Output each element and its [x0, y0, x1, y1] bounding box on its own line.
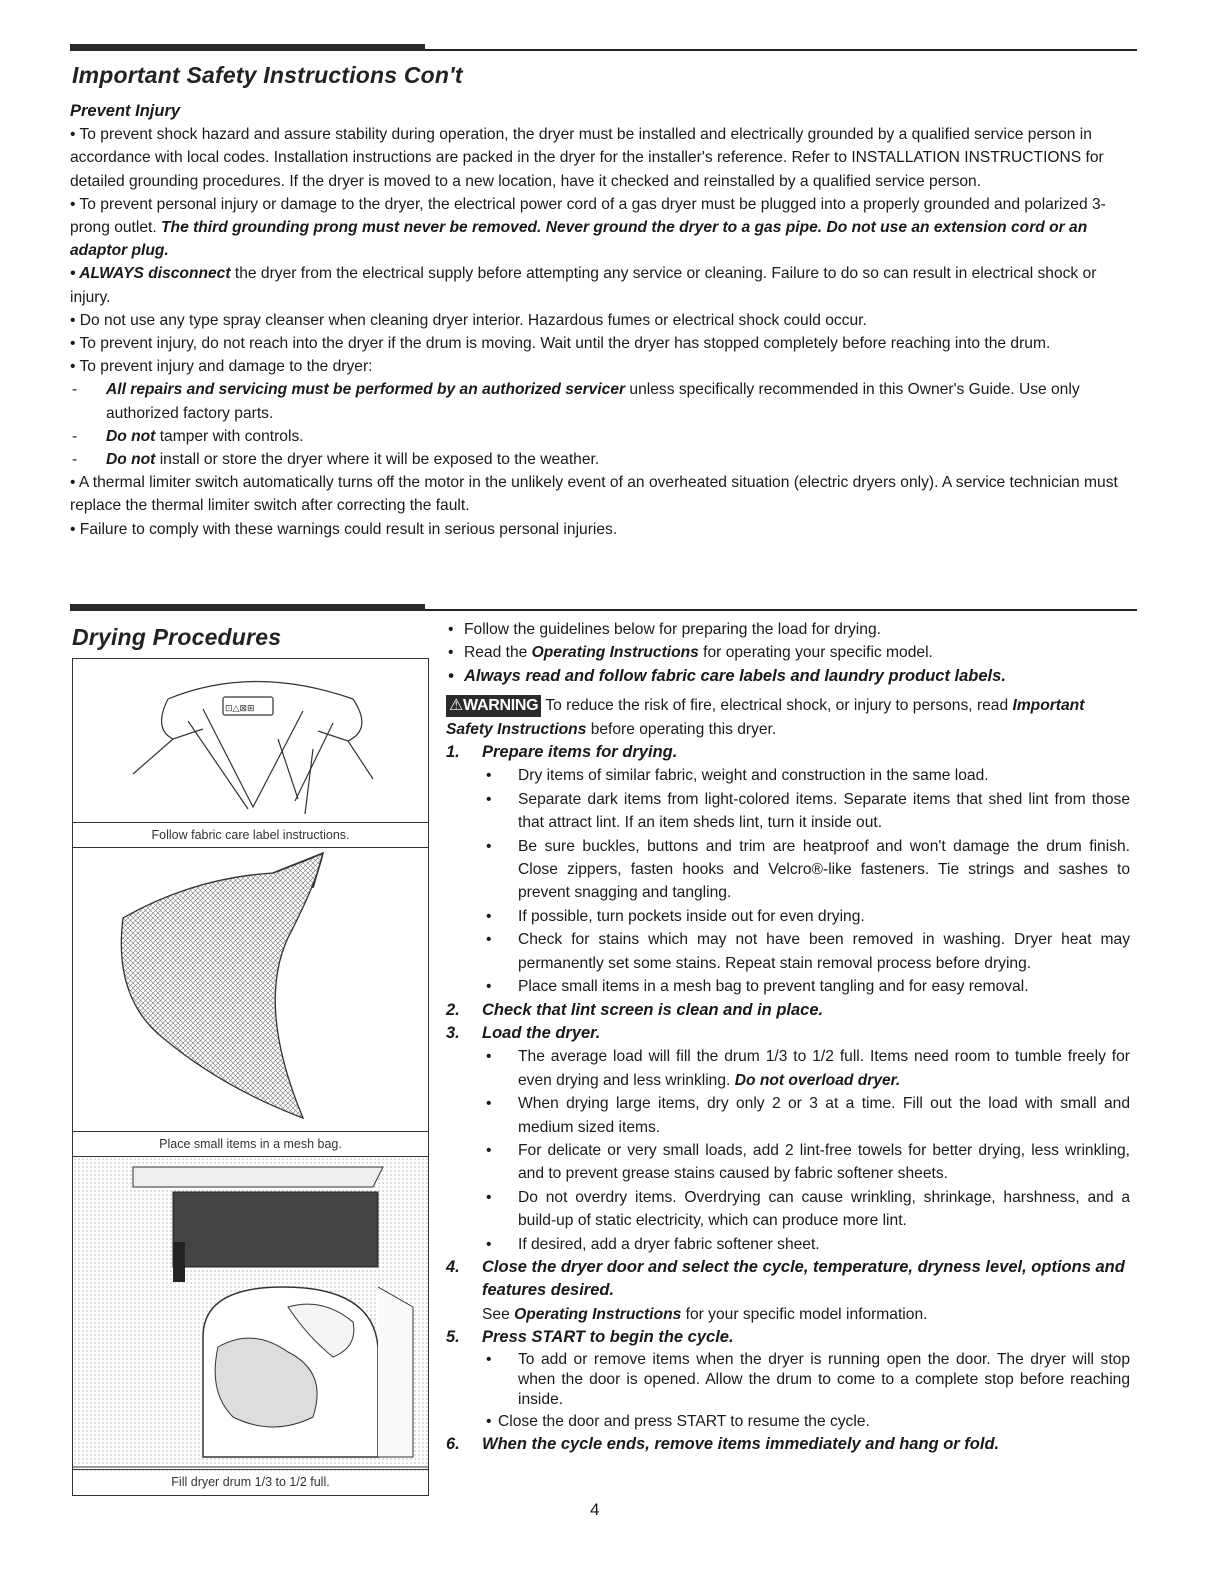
caption-mesh-bag: Place small items in a mesh bag. — [73, 1131, 428, 1157]
shirt-collar-illustration — [73, 659, 428, 822]
paragraph-spray-cleanser: • Do not use any type spray cleanser when cleaning dryer interior. Hazardous fumes or electrical shock could occur. — [70, 311, 867, 329]
dash-item-controls: - Do not tamper with controls. — [70, 425, 1138, 448]
svg-text:⊡△⊠⊞: ⊡△⊠⊞ — [225, 704, 255, 714]
bullet-fabric-labels: • Always read and follow fabric care labels and laundry product labels. — [446, 665, 1130, 688]
step-4-heading: 4. Close the dryer door and select the cycle, temperature, dryness level, options and features desired. — [446, 1257, 1125, 1300]
step-5-heading: 5. Press START to begin the cycle. — [446, 1328, 734, 1347]
warning-paragraph: ⚠WARNING To reduce the risk of fire, electrical shock, or injury to persons, read Important Safety Instructions before operating this dryer. — [446, 697, 1085, 738]
dryer-drum-illustration — [73, 1157, 428, 1471]
step-1-item: • Be sure buckles, buttons and trim are heatproof and won't damage the drum finish. Close zippers, fasten hooks and Velcro®-like fasteners. Tie strings and sashes to prevent snagging and tangling. — [446, 835, 1130, 905]
step-5-item: • Close the door and press START to resume the cycle. — [446, 1410, 1130, 1433]
paragraph-power-cord: • To prevent personal injury or damage to the dryer, the electrical power cord of a gas dryer must be plugged into a properly grounded and polarized 3-prong outlet. The third grounding prong must never be removed. Never ground the dryer to a gas pipe. Do not use an extension cord or an adaptor plug. — [70, 195, 1106, 260]
paragraph-drum-moving: • To prevent injury, do not reach into the dryer if the drum is moving. Wait until the dryer has stopped completely before reaching into the drum. — [70, 335, 1051, 353]
paragraph-injury-damage: • To prevent injury and damage to the dryer: — [70, 358, 373, 376]
section-title-drying: Drying Procedures — [72, 624, 282, 650]
step-3-heading: 3. Load the dryer. — [446, 1023, 601, 1042]
step-1-item: • Separate dark items from light-colored items. Separate items that shed lint from those that attract lint. If an item sheds lint, turn it inside out. — [446, 788, 1130, 835]
step-2-heading: 2. Check that lint screen is clean and in place. — [446, 1000, 824, 1019]
section-rule-drying — [70, 609, 1137, 611]
step-4-note: See Operating Instructions for your specific model information. — [482, 1305, 928, 1323]
step-3-item: • For delicate or very small loads, add 2 lint-free towels for better drying, less wrinkling, and to prevent grease stains caused by fabric softener sheets. — [446, 1139, 1130, 1186]
paragraph-grounding: • To prevent shock hazard and assure stability during operation, the dryer must be installed and electrically grounded by a qualified service person in accordance with local codes. Installation instructions are packed in the dryer for the installer's reference. Refer to INSTALLATION INSTRUCTIONS for detailed grounding procedures. If the dryer is moved to a new location, have it checked and reinstalled by a qualified service person. — [70, 126, 1104, 190]
figure-column — [72, 658, 429, 1496]
step-3-item: • Do not overdry items. Overdrying can cause wrinkling, shrinkage, harshness, and a build-up of static electricity, which can produce more lint. — [446, 1186, 1130, 1233]
step-1-item: • Check for stains which may not have been removed in washing. Dryer heat may permanently set some stains. Repeat stain removal process before drying. — [446, 928, 1130, 975]
step-1-item: • If possible, turn pockets inside out for even drying. — [446, 905, 1130, 928]
dash-item-repairs: - All repairs and servicing must be performed by an authorized servicer unless specifically recommended in this Owner's Guide. Use only authorized factory parts. — [70, 378, 1138, 424]
step-6-heading: 6. When the cycle ends, remove items immediately and hang or fold. — [446, 1435, 1000, 1453]
step-1-item: • Place small items in a mesh bag to prevent tangling and for easy removal. — [446, 975, 1130, 998]
paragraph-thermal-limiter: • A thermal limiter switch automatically turns off the motor in the unlikely event of an overheated situation (electric dryers only). A service technician must replace the thermal limiter switch after correcting the fault. — [70, 474, 1118, 515]
section-rule-top — [70, 49, 1137, 51]
bullet-operating-instructions: • Read the Operating Instructions for operating your specific model. — [446, 641, 1130, 664]
paragraph-disconnect: • ALWAYS disconnect the dryer from the electrical supply before attempting any service or cleaning. Failure to do so can result in electrical shock or injury. — [70, 265, 1097, 306]
page-number: 4 — [590, 1500, 600, 1519]
step-3-item: • If desired, add a dryer fabric softener sheet. — [446, 1233, 1130, 1256]
caption-fabric-care: Follow fabric care label instructions. — [73, 822, 428, 848]
mesh-bag-illustration — [73, 848, 428, 1131]
step-3-item: • The average load will fill the drum 1/3 to 1/2 full. Items need room to tumble freely for even drying and less wrinkling. Do not overload dryer. — [446, 1045, 1130, 1092]
step-1-item: • Dry items of similar fabric, weight and construction in the same load. — [446, 764, 1130, 787]
caption-fill-drum: Fill dryer drum 1/3 to 1/2 full. — [73, 1469, 428, 1495]
dash-item-weather: - Do not install or store the dryer where it will be exposed to the weather. — [70, 448, 1138, 471]
safety-section — [70, 100, 1138, 541]
paragraph-failure: • Failure to comply with these warnings could result in serious personal injuries. — [70, 520, 618, 538]
step-5-item: • To add or remove items when the dryer is running open the door. The dryer will stop when the door is opened. Allow the drum to come to a complete stop before reaching inside. — [446, 1350, 1130, 1410]
bullet-guidelines: • Follow the guidelines below for preparing the load for drying. — [446, 618, 1130, 641]
step-3-item: • When drying large items, dry only 2 or 3 at a time. Fill out the load with small and medium sized items. — [446, 1092, 1130, 1139]
section-title-safety: Important Safety Instructions Con't — [72, 62, 463, 88]
drying-instructions — [446, 618, 1130, 1456]
warning-triangle-icon: ⚠ — [449, 697, 464, 715]
subhead-prevent-injury: Prevent Injury — [70, 102, 181, 120]
step-1-heading: 1. Prepare items for drying. — [446, 743, 678, 762]
warning-badge: ⚠WARNING — [446, 695, 541, 717]
